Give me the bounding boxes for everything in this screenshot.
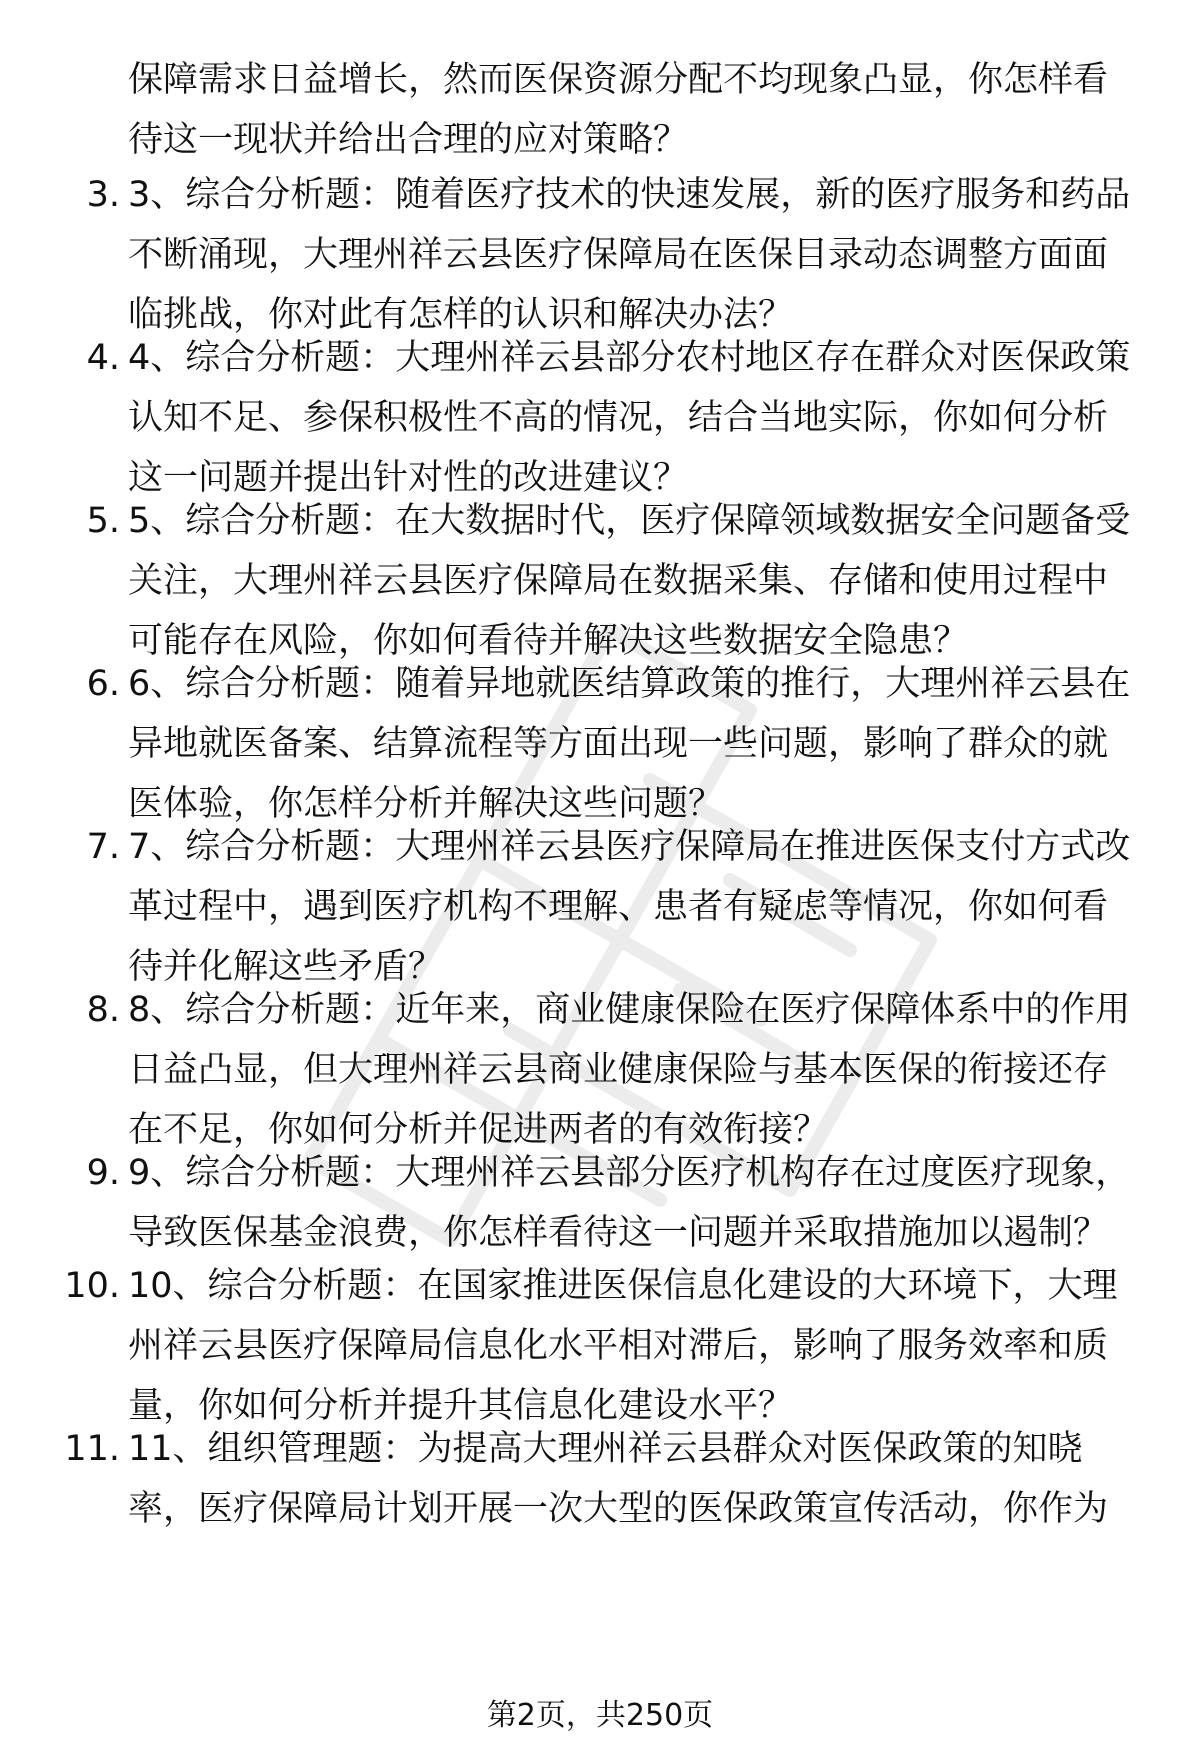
question-line: 待这一现状并给出合理的应对策略？ [128,120,689,160]
question-line: 州祥云县医疗保障局信息化水平相对滞后，影响了服务效率和质 [128,1326,1109,1366]
question-number: 11. [64,1429,120,1469]
question-text [128,980,1168,1160]
question-line: 异地就医备案、结算流程等方面出现一些问题，影响了群众的就 [128,724,1109,764]
question-number: 7. [86,827,120,867]
question-line: 可能存在风险，你如何看待并解决这些数据安全隐患？ [128,621,969,661]
question-number: 6. [86,664,120,704]
question-line: 待并化解这些矛盾？ [128,947,444,987]
question-text [128,328,1168,508]
question-line: 关注，大理州祥云县医疗保障局在数据采集、存储和使用过程中 [128,561,1109,601]
question-line: 9、综合分析题：大理州祥云县部分医疗机构存在过度医疗现象， [128,1153,1131,1193]
question-number: 3. [86,175,120,215]
question-text [128,1419,1168,1539]
question-line: 认知不足、参保积极性不高的情况，结合当地实际，你如何分析 [128,398,1109,438]
question-number: 8. [86,990,120,1030]
page-footer: 第2页，共250页 [486,1698,714,1733]
question-text [128,1256,1168,1436]
question-line: 6、综合分析题：随着异地就医结算政策的推行，大理州祥云县在 [128,664,1131,704]
question-line: 日益凸显，但大理州祥云县商业健康保险与基本医保的衔接还存 [128,1050,1109,1090]
question-number: 4. [86,338,120,378]
question-number: 9. [86,1153,120,1193]
question-line: 这一问题并提出针对性的改进建议？ [128,458,689,498]
question-number: 5. [86,501,120,541]
question-line: 革过程中，遇到医疗机构不理解、患者有疑虑等情况，你如何看 [128,887,1109,927]
question-text [128,817,1168,997]
question-line: 11、组织管理题：为提高大理州祥云县群众对医保政策的知晓 [128,1429,1083,1469]
question-line: 7、综合分析题：大理州祥云县医疗保障局在推进医保支付方式改 [128,827,1131,867]
question-line: 医体验，你怎样分析并解决这些问题？ [128,784,724,824]
question-line: 3、综合分析题：随着医疗技术的快速发展，新的医疗服务和药品 [128,175,1131,215]
question-number: 10. [64,1266,120,1306]
question-text [128,1143,1168,1263]
question-line: 在不足，你如何分析并促进两者的有效衔接？ [128,1110,829,1150]
question-text [128,165,1168,345]
question-line: 不断涌现，大理州祥云县医疗保障局在医保目录动态调整方面面 [128,235,1109,275]
question-line: 保障需求日益增长，然而医保资源分配不均现象凸显，你怎样看 [128,60,1109,100]
question-line: 量，你如何分析并提升其信息化建设水平？ [128,1386,794,1426]
question-text [128,491,1168,671]
question-line: 5、综合分析题：在大数据时代，医疗保障领域数据安全问题备受 [128,501,1131,541]
question-line: 8、综合分析题：近年来，商业健康保险在医疗保障体系中的作用 [128,990,1131,1030]
question-text [128,50,1168,170]
question-text [128,654,1168,834]
question-line: 临挑战，你对此有怎样的认识和解决办法？ [128,295,794,335]
question-line: 率，医疗保障局计划开展一次大型的医保政策宣传活动，你作为 [128,1489,1109,1529]
question-line: 4、综合分析题：大理州祥云县部分农村地区存在群众对医保政策 [128,338,1131,378]
question-line: 10、综合分析题：在国家推进医保信息化建设的大环境下，大理 [128,1266,1118,1306]
question-line: 导致医保基金浪费，你怎样看待这一问题并采取措施加以遏制？ [128,1213,1109,1253]
